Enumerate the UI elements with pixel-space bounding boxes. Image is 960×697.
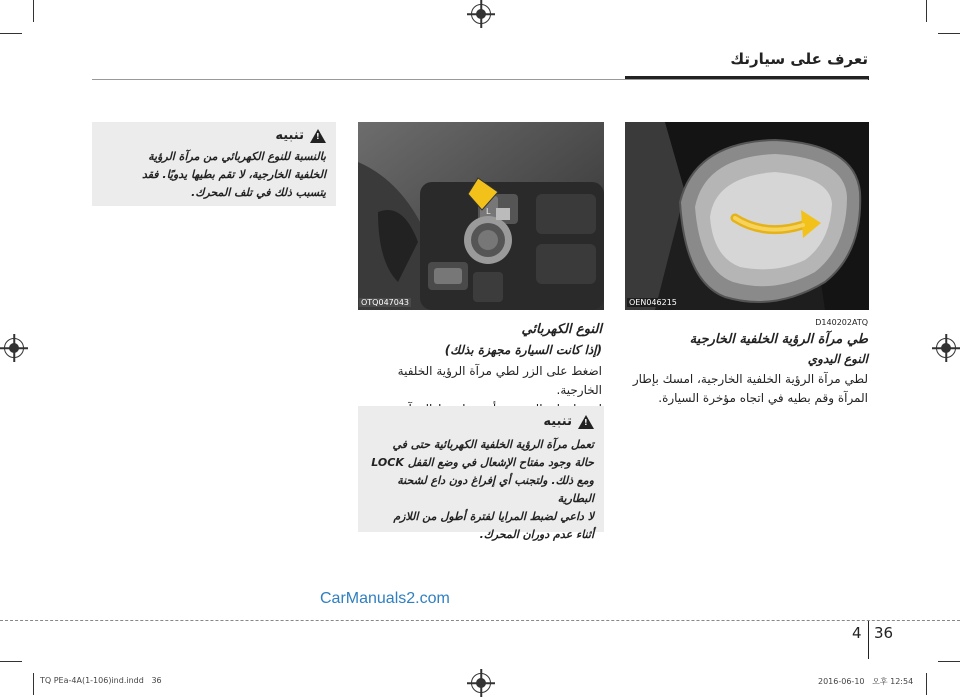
- body-paragraph: [624, 370, 868, 408]
- body-line: لطي مرآة الرؤية الخلفية الخارجية، امسك بإطار: [632, 372, 868, 386]
- footer-rule: [0, 620, 960, 621]
- caution-body: [366, 436, 594, 544]
- power-fold-switch-photo: [358, 122, 604, 310]
- caution-line: بالنسبة للنوع الكهربائي من مرآة الرؤية: [148, 150, 326, 163]
- watermark-link[interactable]: CarManuals2.com: [320, 590, 450, 607]
- header-rule-thin: [92, 79, 868, 80]
- crop-mark: [926, 0, 927, 22]
- page-header-title: تعرف على سيارتك: [730, 50, 868, 68]
- crop-mark: [938, 661, 960, 662]
- print-slug: TQ PEa-4A(1-106)ind.indd 36: [40, 676, 162, 685]
- svg-text:L: L: [486, 207, 491, 216]
- caution-heading: [275, 128, 326, 143]
- section-title: النوع الكهربائي: [521, 322, 602, 337]
- registration-mark-icon: [471, 673, 491, 693]
- caution-line: يتسبب ذلك في تلف المحرك.: [191, 186, 326, 199]
- registration-mark-icon: [4, 338, 24, 358]
- mirror-folding-photo: [625, 122, 869, 310]
- caution-body: [100, 148, 326, 202]
- page-number: 36: [874, 624, 894, 642]
- section-subtitle: النوع اليدوي: [807, 352, 868, 366]
- page-number-divider: [868, 621, 869, 659]
- body-line: اضغط على الزر لطي مرآة الرؤية الخلفية الخارجية.: [397, 364, 602, 397]
- caution-note-box: [358, 406, 604, 541]
- caution-heading-label: تنبيه: [275, 128, 304, 143]
- crop-mark: [926, 673, 927, 695]
- registration-mark-icon: [471, 4, 491, 24]
- caution-line: تعمل مرآة الرؤية الخلفية الكهربائية حتى في: [392, 438, 594, 451]
- warning-triangle-icon: [310, 129, 326, 143]
- caution-line: لا داعي لضبط المرايا لفترة أطول من اللازم: [393, 510, 594, 523]
- section-subtitle: (إذا كانت السيارة مجهزة بذلك): [444, 343, 602, 357]
- registration-mark-icon: [936, 338, 956, 358]
- caution-line: حالة وجود مفتاح الإشعال في وضع القفل LOCK: [371, 456, 594, 469]
- mirror-illustration: [625, 122, 869, 310]
- caution-heading-label: تنبيه: [543, 414, 572, 429]
- switch-panel-illustration: [358, 122, 604, 310]
- caution-line: ومع ذلك. ولتجنب أي إفراغ دون داع لشحنة البطارية: [397, 474, 594, 505]
- warning-triangle-icon: [578, 415, 594, 429]
- crop-mark: [0, 661, 22, 662]
- caution-line: أثناء عدم دوران المحرك.: [479, 528, 594, 541]
- photo-caption: OEN046215: [629, 298, 677, 307]
- crop-mark: [33, 673, 34, 695]
- section-code: D140202ATQ: [815, 318, 868, 327]
- section-title: طي مرآة الرؤية الخلفية الخارجية: [689, 332, 868, 347]
- body-line: المرآة وقم بطيه في اتجاه مؤخرة السيارة.: [658, 391, 868, 405]
- caution-heading: [543, 414, 594, 429]
- print-timestamp: 2016-06-10 오후 12:54: [818, 677, 914, 686]
- crop-mark: [33, 0, 34, 22]
- caution-line: الخلفية الخارجية، لا تقم بطيها يدويًا. فقد: [141, 168, 326, 181]
- chapter-number: 4: [852, 624, 862, 642]
- photo-caption: OTQ047043: [361, 298, 410, 307]
- crop-mark: [0, 33, 22, 34]
- crop-mark: [938, 33, 960, 34]
- caution-note-box: [92, 122, 336, 206]
